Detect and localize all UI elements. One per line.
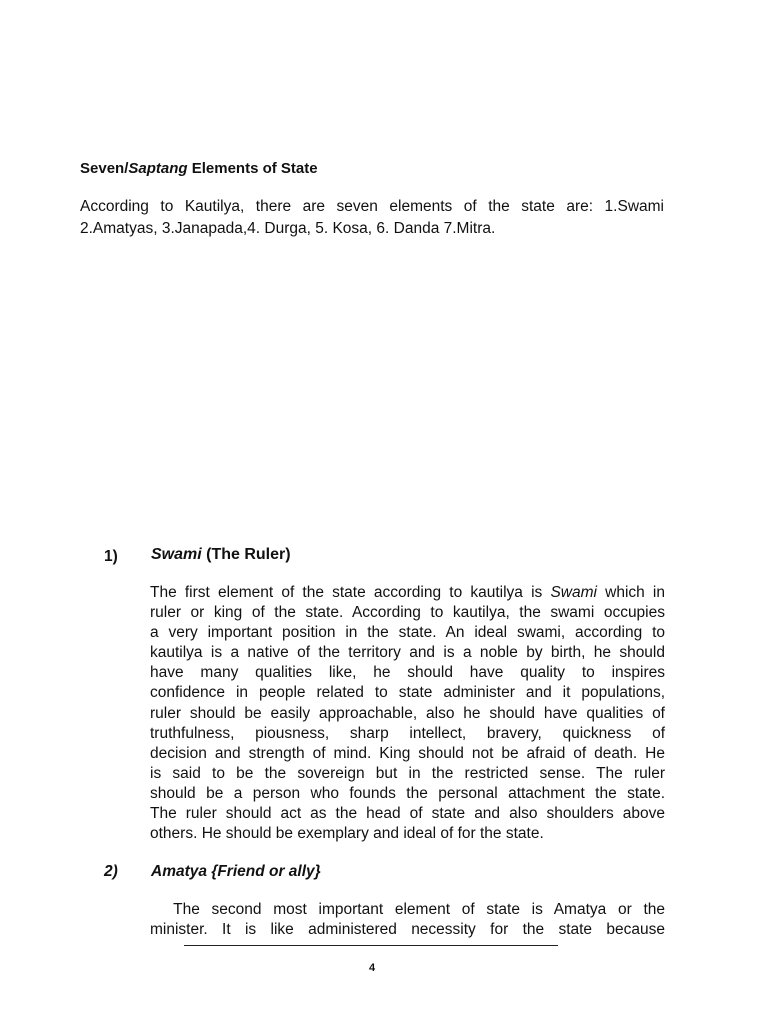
page-number: 4 — [368, 962, 376, 974]
heading-italic: Saptang — [128, 160, 188, 177]
heading-suffix: Elements of State — [187, 160, 318, 177]
body-text: which in — [596, 584, 665, 601]
body-line: minister. It is like administered necessity for the state because — [150, 921, 665, 939]
body-line: ruler or king of the state. According to kautilya, the swami occupies — [150, 604, 665, 622]
section-title: Amatya {Friend or ally} — [151, 863, 321, 880]
section-number: 1) — [104, 548, 118, 565]
section-title-italic: Swami — [151, 546, 202, 563]
body-line: have many qualities like, he should have quality to inspires — [150, 664, 665, 682]
body-line: others. He should be exemplary and ideal of for the state. — [150, 825, 544, 843]
section-body — [150, 900, 665, 940]
body-line: truthfulness, piousness, sharp intellect, bravery, quickness of — [150, 724, 665, 742]
footer-divider — [184, 945, 558, 946]
body-line — [150, 583, 665, 603]
body-line: is said to be the sovereign but in the restricted sense. The ruler — [150, 764, 665, 782]
section-title — [151, 546, 291, 564]
section-number: 2) — [104, 863, 118, 880]
intro-paragraph — [80, 196, 664, 240]
body-line: should be a person who founds the personal attachment the state. — [150, 784, 665, 802]
body-line: ruler should be easily approachable, also he should have qualities of — [150, 704, 665, 722]
body-line: The second most important element of state is Amatya or the — [150, 901, 665, 918]
body-line: The ruler should act as the head of state and also shoulders above — [150, 805, 665, 823]
body-line: decision and strength of mind. King should not be afraid of death. He — [150, 744, 665, 762]
body-text: The first element of the state according to kautilya is — [150, 584, 551, 601]
intro-line: According to Kautilya, there are seven elements of the state are: 1.Swami — [80, 198, 664, 215]
section-body — [150, 583, 665, 844]
body-line: kautilya is a native of the territory and is a noble by birth, he should — [150, 644, 665, 662]
document-heading — [80, 160, 318, 177]
intro-line: 2.Amatyas, 3.Janapada,4. Durga, 5. Kosa, 6. Danda 7.Mitra. — [80, 220, 496, 237]
section-title-rest: (The Ruler) — [201, 546, 291, 563]
body-line: a very important position in the state. An ideal swami, according to — [150, 624, 665, 642]
body-line: confidence in people related to state administer and it populations, — [150, 684, 665, 702]
heading-prefix: Seven/ — [80, 160, 129, 177]
body-italic: Swami — [550, 584, 597, 601]
